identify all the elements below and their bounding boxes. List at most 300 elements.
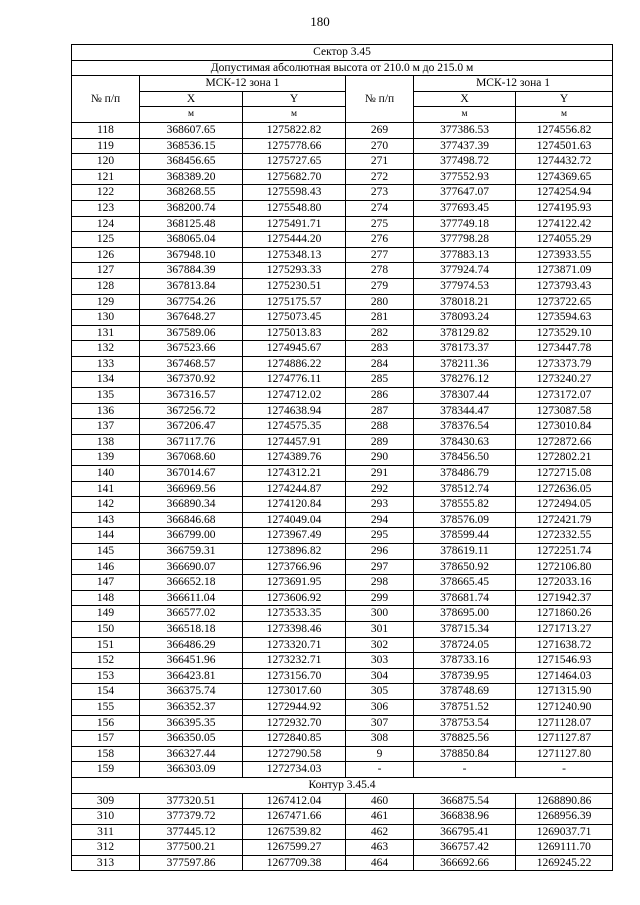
cell-x-left: 366375.74 [140,684,243,700]
cell-y-left: 1273606.92 [243,590,346,606]
table-row [72,575,613,591]
cell-num-right: 275 [346,216,414,232]
cell-y-left: 1274389.76 [243,450,346,466]
table-row [72,497,613,513]
cell-y-right: 1271315.90 [516,684,613,700]
cell-num-right: 277 [346,247,414,263]
cell-num-left: 135 [72,388,140,404]
table-row [72,325,613,341]
col-y-right: Y [516,91,613,107]
cell-y-right: 1273529.10 [516,325,613,341]
cell-x-left: 368125.48 [140,216,243,232]
cell-y-left: 1275548.80 [243,200,346,216]
cell-num-right: 294 [346,512,414,528]
cell-x-left: 366451.96 [140,653,243,669]
cell-num-right: 279 [346,278,414,294]
cell-num-right: 308 [346,731,414,747]
cell-y-left: 1275727.65 [243,154,346,170]
cell-num-left: 118 [72,122,140,138]
cell-y-right: 1271860.26 [516,606,613,622]
cell-y-right: 1274369.65 [516,169,613,185]
cell-x-right: 378825.56 [414,731,516,747]
cell-num-left: 131 [72,325,140,341]
cell-y-right: 1274122.42 [516,216,613,232]
cell-x-right: 378681.74 [414,590,516,606]
cell-y-right: 1271240.90 [516,699,613,715]
table-row [72,154,613,170]
cell-num-right: 295 [346,528,414,544]
cell-x-left: 368268.55 [140,185,243,201]
cell-x-right: 378018.21 [414,294,516,310]
cell-x-right: 378344.47 [414,403,516,419]
cell-num-left: 127 [72,263,140,279]
cell-num-right: 306 [346,699,414,715]
cell-y-right: 1268956.39 [516,809,613,825]
cell-num-left: 158 [72,746,140,762]
cell-y-left: 1274945.67 [243,341,346,357]
cell-y-right: 1272421.79 [516,512,613,528]
sector-title-row [72,45,613,61]
table-row [72,731,613,747]
cell-x-left: 367256.72 [140,403,243,419]
cell-num-left: 122 [72,185,140,201]
cell-x-left: 367648.27 [140,310,243,326]
cell-num-left: 311 [72,824,140,840]
cell-x-right: 378129.82 [414,325,516,341]
header-row-zone [72,76,613,92]
cell-y-right: 1271713.27 [516,621,613,637]
table-row [72,122,613,138]
cell-num-right: 300 [346,606,414,622]
cell-y-right: 1273722.65 [516,294,613,310]
cell-num-right: 299 [346,590,414,606]
cell-x-right: 377974.53 [414,278,516,294]
table-row [72,200,613,216]
cell-y-right: 1271942.37 [516,590,613,606]
cell-x-right: 378376.54 [414,419,516,435]
cell-num-right: 287 [346,403,414,419]
cell-x-left: 377500.21 [140,840,243,856]
unit-y-right: м [516,107,613,123]
cell-y-left: 1275822.82 [243,122,346,138]
cell-x-right: 378512.74 [414,481,516,497]
table-row [72,637,613,653]
table-row [72,762,613,778]
cell-num-left: 121 [72,169,140,185]
table-row [72,185,613,201]
cell-y-left: 1267599.27 [243,840,346,856]
page-number: 180 [310,14,330,29]
cell-y-left: 1275598.43 [243,185,346,201]
header-row-units [72,107,613,123]
cell-y-left: 1275444.20 [243,232,346,248]
cell-x-right: 377437.39 [414,138,516,154]
table-row [72,419,613,435]
cell-y-right: 1272494.05 [516,497,613,513]
table-row [72,606,613,622]
cell-y-right: 1271638.72 [516,637,613,653]
cell-x-left: 366518.18 [140,621,243,637]
cell-x-left: 368456.65 [140,154,243,170]
cell-x-left: 366759.31 [140,544,243,560]
cell-x-left: 366352.37 [140,699,243,715]
cell-x-right: 366838.96 [414,809,516,825]
cell-num-right: 291 [346,466,414,482]
cell-y-left: 1273320.71 [243,637,346,653]
cell-y-left: 1273533.35 [243,606,346,622]
table-row [72,746,613,762]
cell-num-left: 151 [72,637,140,653]
table-row [72,481,613,497]
sector-title: Сектор 3.45 [72,45,613,61]
contour-title: Контур 3.45.4 [72,777,613,793]
cell-num-left: 146 [72,559,140,575]
table-row [72,403,613,419]
cell-y-left: 1272790.58 [243,746,346,762]
cell-num-right: 460 [346,793,414,809]
cell-y-right: 1274254.94 [516,185,613,201]
contour-section [72,777,613,793]
cell-x-left: 366690.07 [140,559,243,575]
cell-x-left: 368607.65 [140,122,243,138]
cell-x-right: 378733.16 [414,653,516,669]
cell-y-left: 1267471.66 [243,809,346,825]
unit-y-left: м [243,107,346,123]
cell-x-left: 366846.68 [140,512,243,528]
cell-y-right: 1274195.93 [516,200,613,216]
cell-x-right: 378751.52 [414,699,516,715]
cell-x-left: 377320.51 [140,793,243,809]
cell-y-right: 1271464.03 [516,668,613,684]
cell-x-right: 378486.79 [414,466,516,482]
cell-num-right: 296 [346,544,414,560]
table-row [72,809,613,825]
cell-num-left: 154 [72,684,140,700]
cell-y-left: 1273967.49 [243,528,346,544]
cell-x-right: 378724.05 [414,637,516,653]
table-row [72,232,613,248]
cell-y-left: 1275348.13 [243,247,346,263]
cell-num-right: 302 [346,637,414,653]
table-row [72,590,613,606]
cell-x-left: 367589.06 [140,325,243,341]
cell-num-right: 307 [346,715,414,731]
cell-y-left: 1272840.85 [243,731,346,747]
main-rows [72,122,613,777]
cell-y-left: 1272932.70 [243,715,346,731]
cell-x-left: 367068.60 [140,450,243,466]
cell-y-left: 1273156.70 [243,668,346,684]
cell-num-right: 9 [346,746,414,762]
cell-x-right: 377386.53 [414,122,516,138]
unit-x-left: м [140,107,243,123]
cell-x-left: 377597.86 [140,855,243,871]
cell-y-left: 1274457.91 [243,434,346,450]
cell-num-right: - [346,762,414,778]
cell-y-left: 1273766.96 [243,559,346,575]
cell-num-left: 155 [72,699,140,715]
coordinates-table [71,44,613,871]
cell-x-right: 366757.42 [414,840,516,856]
cell-x-right: 378748.69 [414,684,516,700]
cell-x-left: 366303.09 [140,762,243,778]
cell-y-right: 1272251.74 [516,544,613,560]
cell-y-right: 1274501.63 [516,138,613,154]
cell-num-right: 282 [346,325,414,341]
cell-y-right: 1272332.55 [516,528,613,544]
table-row [72,559,613,575]
cell-y-right: 1269245.22 [516,855,613,871]
height-range-row [72,60,613,76]
table-row [72,341,613,357]
cell-x-right: 378850.84 [414,746,516,762]
cell-num-right: 283 [346,341,414,357]
cell-num-right: 284 [346,356,414,372]
cell-num-left: 124 [72,216,140,232]
col-x-left: X [140,91,243,107]
cell-y-right: 1272802.21 [516,450,613,466]
cell-y-left: 1273232.71 [243,653,346,669]
cell-y-right: - [516,762,613,778]
cell-num-left: 134 [72,372,140,388]
cell-y-right: 1272872.66 [516,434,613,450]
cell-x-left: 366890.34 [140,497,243,513]
cell-x-right: 378753.54 [414,715,516,731]
cell-y-left: 1275491.71 [243,216,346,232]
cell-num-left: 148 [72,590,140,606]
cell-x-left: 368065.04 [140,232,243,248]
cell-x-left: 377445.12 [140,824,243,840]
table-row [72,528,613,544]
table-row [72,138,613,154]
cell-num-left: 128 [72,278,140,294]
cell-num-left: 142 [72,497,140,513]
cell-x-right: 378619.11 [414,544,516,560]
cell-x-right: 378276.12 [414,372,516,388]
cell-x-left: 367206.47 [140,419,243,435]
cell-x-left: 366799.00 [140,528,243,544]
cell-y-right: 1273447.78 [516,341,613,357]
cell-y-left: 1274886.22 [243,356,346,372]
cell-num-left: 138 [72,434,140,450]
contour-title-row [72,777,613,793]
cell-num-left: 157 [72,731,140,747]
cell-num-right: 293 [346,497,414,513]
cell-num-right: 290 [346,450,414,466]
cell-num-right: 288 [346,419,414,435]
cell-x-right: 378665.45 [414,575,516,591]
cell-num-left: 145 [72,544,140,560]
cell-y-left: 1275682.70 [243,169,346,185]
cell-num-left: 129 [72,294,140,310]
cell-x-left: 377379.72 [140,809,243,825]
cell-x-left: 366327.44 [140,746,243,762]
cell-x-right: 377693.45 [414,200,516,216]
cell-y-left: 1275175.57 [243,294,346,310]
cell-num-right: 304 [346,668,414,684]
table-row [72,855,613,871]
cell-x-left: 368200.74 [140,200,243,216]
cell-num-right: 464 [346,855,414,871]
cell-num-right: 292 [346,481,414,497]
cell-num-left: 136 [72,403,140,419]
table-row [72,450,613,466]
height-range: Допустимая абсолютная высота от 210.0 м до 215.0 м [72,60,613,76]
cell-num-left: 153 [72,668,140,684]
cell-num-left: 152 [72,653,140,669]
cell-y-right: 1271127.80 [516,746,613,762]
cell-num-right: 270 [346,138,414,154]
table-row [72,247,613,263]
cell-y-left: 1272944.92 [243,699,346,715]
cell-x-left: 367117.76 [140,434,243,450]
cell-y-left: 1273017.60 [243,684,346,700]
cell-y-right: 1274432.72 [516,154,613,170]
col-num-right: № п/п [346,76,414,123]
unit-x-right: м [414,107,516,123]
cell-num-left: 313 [72,855,140,871]
cell-y-right: 1268890.86 [516,793,613,809]
cell-num-left: 125 [72,232,140,248]
cell-num-right: 298 [346,575,414,591]
cell-x-right: 377749.18 [414,216,516,232]
table-row [72,653,613,669]
cell-num-right: 297 [346,559,414,575]
cell-y-left: 1275013.83 [243,325,346,341]
contour-rows [72,793,613,871]
cell-x-left: 366652.18 [140,575,243,591]
cell-num-right: 281 [346,310,414,326]
cell-y-right: 1273793.43 [516,278,613,294]
cell-x-right: 366795.41 [414,824,516,840]
cell-y-left: 1272734.03 [243,762,346,778]
cell-x-right: 378555.82 [414,497,516,513]
table-row [72,699,613,715]
cell-num-right: 278 [346,263,414,279]
cell-num-left: 309 [72,793,140,809]
table-row [72,310,613,326]
cell-x-left: 367523.66 [140,341,243,357]
cell-x-right: 378739.95 [414,668,516,684]
cell-y-left: 1267412.04 [243,793,346,809]
cell-y-right: 1273010.84 [516,419,613,435]
cell-y-left: 1274575.35 [243,419,346,435]
cell-num-left: 310 [72,809,140,825]
zone-left: МСК-12 зона 1 [140,76,346,92]
table-row [72,621,613,637]
cell-y-right: 1272033.16 [516,575,613,591]
col-num-left: № п/п [72,76,140,123]
cell-y-right: 1273087.58 [516,403,613,419]
cell-num-right: 289 [346,434,414,450]
cell-y-left: 1274312.21 [243,466,346,482]
cell-x-right: 377883.13 [414,247,516,263]
cell-x-left: 367468.57 [140,356,243,372]
cell-x-right: 377647.07 [414,185,516,201]
cell-num-left: 143 [72,512,140,528]
table-row [72,466,613,482]
cell-x-left: 366486.29 [140,637,243,653]
cell-y-left: 1275073.45 [243,310,346,326]
cell-x-left: 367813.84 [140,278,243,294]
cell-y-left: 1274712.02 [243,388,346,404]
cell-x-left: 366395.35 [140,715,243,731]
cell-x-right: 378430.63 [414,434,516,450]
cell-y-right: 1272715.08 [516,466,613,482]
table-row [72,668,613,684]
cell-num-left: 137 [72,419,140,435]
cell-x-right: 377552.93 [414,169,516,185]
col-x-right: X [414,91,516,107]
cell-y-right: 1273871.09 [516,263,613,279]
cell-y-left: 1273896.82 [243,544,346,560]
cell-y-left: 1274638.94 [243,403,346,419]
cell-num-left: 139 [72,450,140,466]
cell-x-left: 366423.81 [140,668,243,684]
table-row [72,512,613,528]
cell-num-right: 274 [346,200,414,216]
cell-num-left: 140 [72,466,140,482]
cell-x-right: 378715.34 [414,621,516,637]
cell-x-right: 378211.36 [414,356,516,372]
cell-y-left: 1274776.11 [243,372,346,388]
cell-x-right: 378307.44 [414,388,516,404]
cell-num-right: 305 [346,684,414,700]
cell-x-left: 368536.15 [140,138,243,154]
cell-num-right: 280 [346,294,414,310]
cell-num-right: 276 [346,232,414,248]
cell-num-right: 273 [346,185,414,201]
cell-x-right: 378695.00 [414,606,516,622]
cell-x-left: 367754.26 [140,294,243,310]
cell-num-left: 141 [72,481,140,497]
cell-x-right: 366875.54 [414,793,516,809]
table-row [72,388,613,404]
cell-x-left: 366611.04 [140,590,243,606]
header-row-axes [72,91,613,107]
cell-x-right: - [414,762,516,778]
cell-x-right: 378173.37 [414,341,516,357]
cell-num-right: 462 [346,824,414,840]
cell-num-left: 156 [72,715,140,731]
cell-y-right: 1269037.71 [516,824,613,840]
cell-x-right: 378576.09 [414,512,516,528]
cell-x-right: 378599.44 [414,528,516,544]
cell-x-left: 366577.02 [140,606,243,622]
cell-x-right: 366692.66 [414,855,516,871]
cell-y-left: 1273398.46 [243,621,346,637]
cell-y-left: 1274244.87 [243,481,346,497]
cell-y-right: 1272106.80 [516,559,613,575]
cell-num-right: 285 [346,372,414,388]
cell-x-left: 367370.92 [140,372,243,388]
cell-y-right: 1271128.07 [516,715,613,731]
cell-y-right: 1272636.05 [516,481,613,497]
table-row [72,684,613,700]
cell-y-left: 1274049.04 [243,512,346,528]
cell-y-left: 1274120.84 [243,497,346,513]
cell-x-left: 367884.39 [140,263,243,279]
cell-y-left: 1273691.95 [243,575,346,591]
cell-y-right: 1273240.27 [516,372,613,388]
cell-num-left: 312 [72,840,140,856]
cell-x-left: 366350.05 [140,731,243,747]
cell-x-right: 378093.24 [414,310,516,326]
table-row [72,715,613,731]
cell-y-right: 1273933.55 [516,247,613,263]
cell-num-left: 147 [72,575,140,591]
cell-num-left: 130 [72,310,140,326]
